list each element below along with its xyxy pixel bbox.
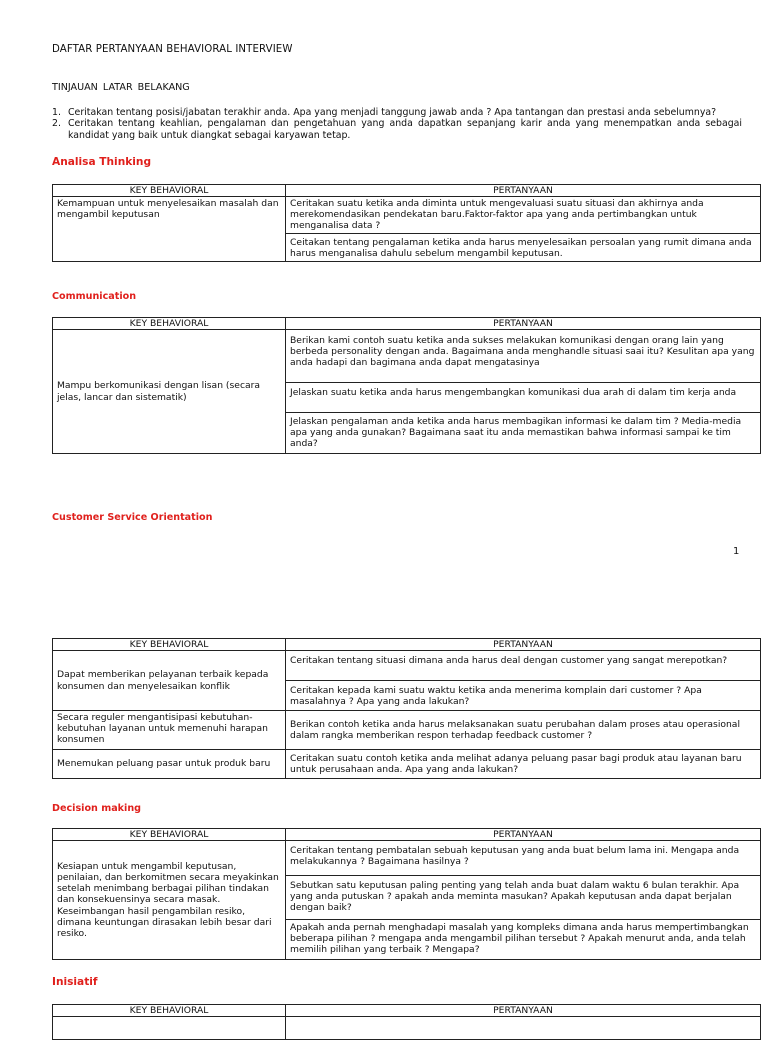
section-title-inisiatif: Inisiatif [52, 976, 98, 988]
question-cell: Ceitakan tentang pengalaman ketika anda harus menyelesaikan persoalan yang rumit dimana anda harus menganalisa dahulu sebelum mengambil keputusan. [286, 234, 761, 262]
key-behavioral-cell: Dapat memberikan pelayanan terbaik kepada konsumen dan menyelesaikan konflik [53, 651, 286, 711]
header-pertanyaan: PERTANYAAN [286, 1005, 761, 1017]
background-section-title: TINJAUAN LATAR BELAKANG [52, 82, 190, 93]
question-cell: Ceritakan tentang pembatalan sebuah keputusan yang anda buat belum lama ini. Mengapa anda melakukannya ? Bagaimana hasilnya ? [286, 841, 761, 876]
section-title-decision-making: Decision making [52, 803, 142, 814]
header-pertanyaan: PERTANYAAN [286, 185, 761, 197]
question-cell [286, 1017, 761, 1040]
table-row [53, 1017, 761, 1040]
list-item [52, 118, 742, 141]
section-title-customer-service: Customer Service Orientation [52, 512, 213, 523]
key-behavioral-cell: Kesiapan untuk mengambil keputusan, penilaian, dan berkomitmen secara meyakinkan setelah menimbang berbagai pilihan tindakan dan konsekuensinya secara masak. Keseimbangan hasil pengambilan resiko, dimana keuntungan dirasakan lebih besar dari resiko. [53, 841, 286, 960]
header-pertanyaan: PERTANYAAN [286, 318, 761, 330]
question-cell: Ceritakan kepada kami suatu waktu ketika anda menerima komplain dari customer ? Apa masalahnya ? Apa yang anda lakukan? [286, 681, 761, 711]
key-behavioral-cell: Mampu berkomunikasi dengan lisan (secara jelas, lancar dan sistematik) [53, 330, 286, 454]
header-key-behavioral: KEY BEHAVIORAL [53, 1005, 286, 1017]
decision-making-table [52, 828, 761, 960]
key-behavioral-cell: Kemampuan untuk menyelesaikan masalah dan mengambil keputusan [53, 197, 286, 262]
document-title: DAFTAR PERTANYAAN BEHAVIORAL INTERVIEW [52, 44, 293, 55]
table-row [53, 750, 761, 779]
question-cell: Berikan kami contoh suatu ketika anda sukses melakukan komunikasi dengan orang lain yang berbeda personality dengan anda. Bagaimana anda menghandle situasi saai itu? Kesulitan apa yang anda hadapi dan bagimana anda dapat mengatasinya [286, 330, 761, 383]
header-pertanyaan: PERTANYAAN [286, 639, 761, 651]
table-row [53, 330, 761, 383]
key-behavioral-cell: Secara reguler mengantisipasi kebutuhan-kebutuhan layanan untuk memenuhi harapan konsumen [53, 711, 286, 750]
question-cell: Sebutkan satu keputusan paling penting yang telah anda buat dalam waktu 6 bulan terakhir. Apa yang anda putuskan ? apakah anda meminta masukan? Apakah keputusan anda dapat berjalan dengan baik? [286, 876, 761, 920]
list-item [52, 107, 742, 118]
key-behavioral-cell: Menemukan peluang pasar untuk produk baru [53, 750, 286, 779]
list-text: Ceritakan tentang keahlian, pengalaman dan pengetahuan yang anda dapatkan sepanjang karir anda yang menempatkan anda sebagai kandidat yang baik untuk diangkat sebagai karyawan tetap. [68, 118, 742, 141]
header-pertanyaan: PERTANYAAN [286, 829, 761, 841]
table-row [53, 711, 761, 750]
question-cell: Ceritakan suatu ketika anda diminta untuk mengevaluasi suatu situasi dan akhirnya anda merekomendasikan pendekatan baru.Faktor-faktor apa yang anda pertimbangkan untuk menganalisa data ? [286, 197, 761, 234]
question-cell: Ceritakan tentang situasi dimana anda harus deal dengan customer yang sangat merepotkan? [286, 651, 761, 681]
table-row [53, 197, 761, 234]
page-number: 1 [733, 546, 740, 557]
section-title-communication: Communication [52, 291, 137, 302]
list-text: Ceritakan tentang posisi/jabatan terakhir anda. Apa yang menjadi tanggung jawab anda ? Apa tantangan dan prestasi anda sebelumnya? [68, 107, 717, 118]
list-number: 1. [52, 107, 61, 118]
question-cell: Jelaskan pengalaman anda ketika anda harus membagikan informasi ke dalam tim ? Media-media apa yang anda gunakan? Bagaimana saat itu anda memastikan bahwa informasi sampai ke tim anda? [286, 413, 761, 454]
section-title-analisa: Analisa Thinking [52, 156, 152, 168]
key-behavioral-cell [53, 1017, 286, 1040]
list-number: 2. [52, 118, 61, 130]
header-key-behavioral: KEY BEHAVIORAL [53, 639, 286, 651]
background-question-list [52, 107, 742, 141]
header-key-behavioral: KEY BEHAVIORAL [53, 185, 286, 197]
question-cell: Berikan contoh ketika anda harus melaksanakan suatu perubahan dalam proses atau operasional dalam rangka memberikan respon terhadap feedback customer ? [286, 711, 761, 750]
question-cell: Jelaskan suatu ketika anda harus mengembangkan komunikasi dua arah di dalam tim kerja anda [286, 383, 761, 413]
analisa-table [52, 184, 761, 262]
question-cell: Ceritakan suatu contoh ketika anda melihat adanya peluang pasar bagi produk atau layanan baru untuk perusahaan anda. Apa yang anda lakukan? [286, 750, 761, 779]
customer-service-table [52, 638, 761, 779]
question-cell: Apakah anda pernah menghadapi masalah yang kompleks dimana anda harus mempertimbangkan beberapa pilihan ? mengapa anda mengambil pilihan tersebut ? Apakah menurut anda, anda telah memilih pilihan yang terbaik ? Mengapa? [286, 920, 761, 960]
inisiatif-table [52, 1004, 761, 1040]
table-row [53, 841, 761, 876]
header-key-behavioral: KEY BEHAVIORAL [53, 829, 286, 841]
header-key-behavioral: KEY BEHAVIORAL [53, 318, 286, 330]
communication-table [52, 317, 761, 454]
table-row [53, 651, 761, 681]
